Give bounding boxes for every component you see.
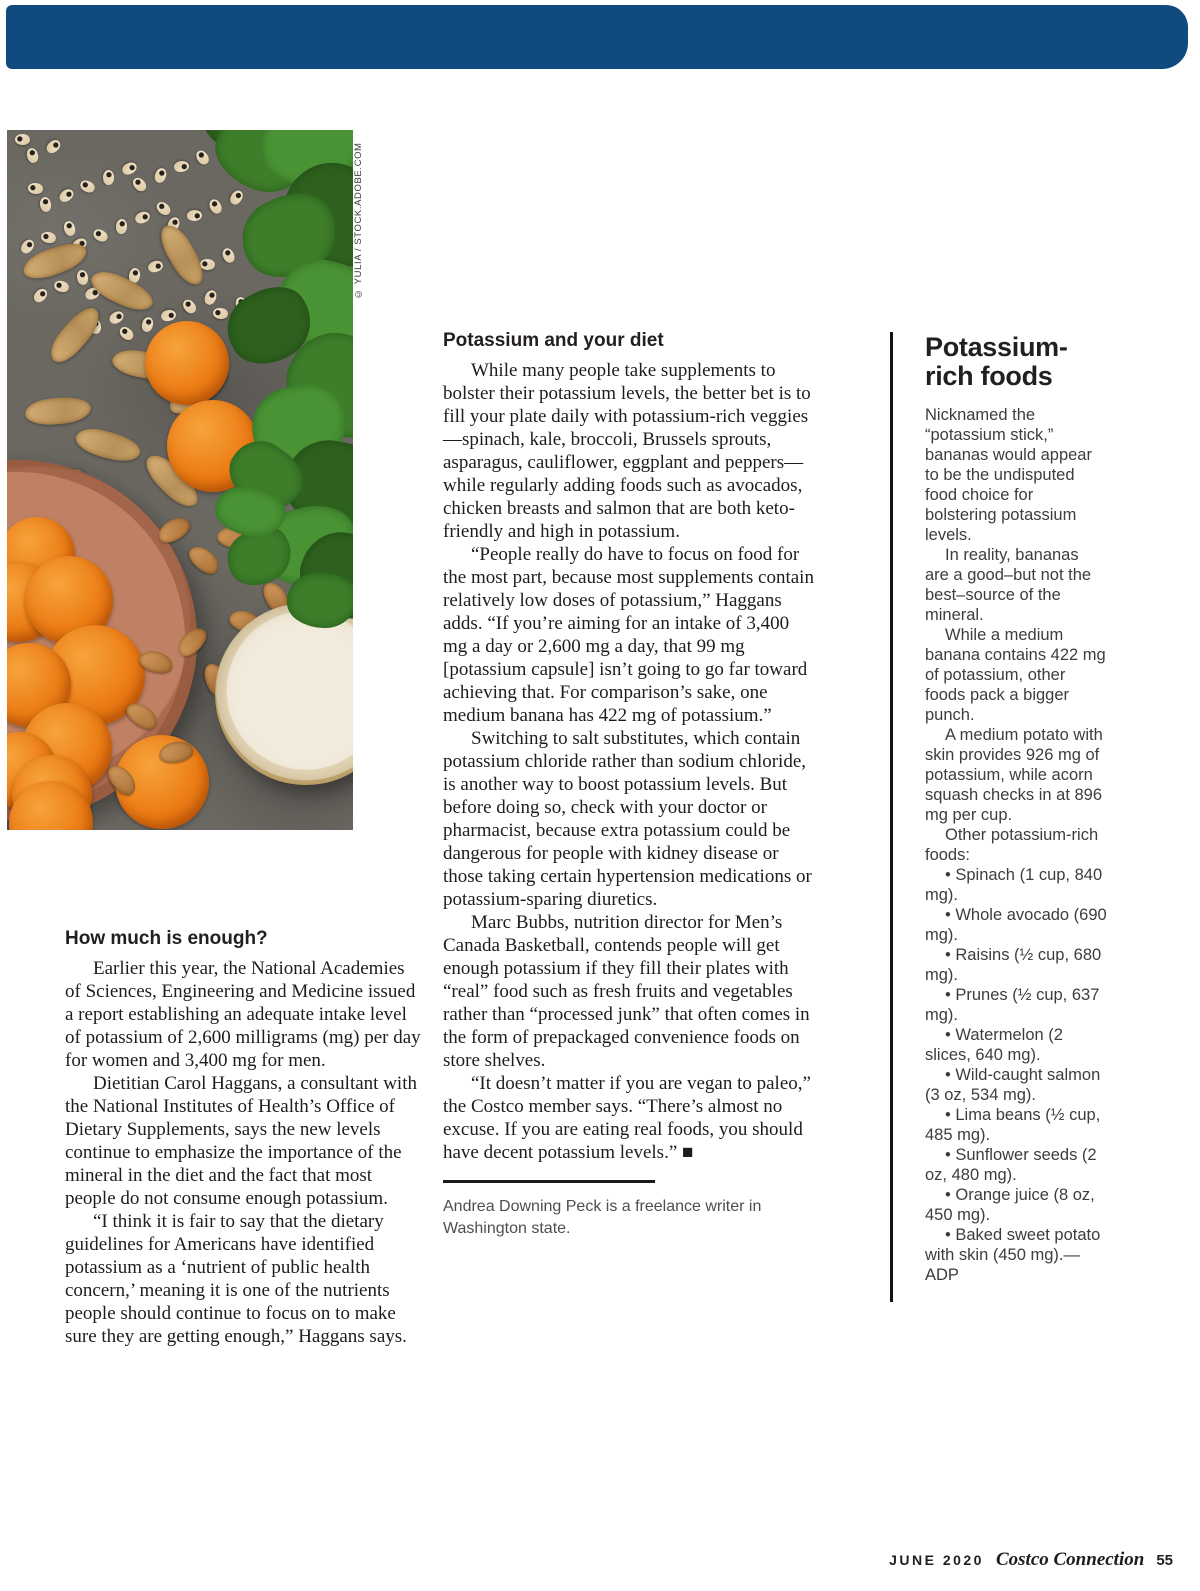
black-eyed-pea xyxy=(78,178,96,194)
black-eyed-pea xyxy=(76,269,90,286)
black-eyed-pea xyxy=(57,187,76,205)
paragraph: Switching to salt substitutes, which contain potassium chloride rather than sodium chloride, is another way to boost potassium levels. But before doing so, check with your doctor or pharmacist, because extra potassium could be dangerous for people with kidney disease or those taking certain hypertension medications or potassium-sparing diuretics. xyxy=(443,728,812,910)
black-eyed-pea xyxy=(103,170,115,185)
parsley-leaf xyxy=(287,573,353,628)
section-heading: Potassium and your diet xyxy=(443,330,664,351)
black-eyed-pea xyxy=(15,134,30,145)
black-eyed-pea xyxy=(187,209,203,221)
page-footer xyxy=(889,1549,1173,1571)
black-eyed-pea xyxy=(140,316,154,333)
black-eyed-pea xyxy=(107,309,126,327)
paragraph: “People really do have to focus on food for the most part, because most supplements contain relatively low doses of potassium,” Haggans adds. “If you’re aiming for an intake of 3,400 mg a day or 2,600 mg a day, that 99 mg [potassium capsule] isn’t going to go far toward achieving that. For comparison’s sake, one medium banana has 422 mg of potassium.” xyxy=(443,544,814,726)
black-eyed-pea xyxy=(194,148,212,167)
sidebar-paragraph: While a medium banana contains 422 mg of potassium, other foods pack a bigger punch. xyxy=(925,626,1106,724)
photo-credit: © YULIA / STOCK.ADOBE.COM xyxy=(353,142,364,299)
sidebar-heading: Potassium-rich foods xyxy=(925,332,1068,391)
footer-issue-date: JUNE 2020 xyxy=(889,1552,984,1568)
black-eyed-pea xyxy=(120,160,138,177)
peanut-shell xyxy=(44,301,106,368)
black-eyed-pea xyxy=(39,196,53,213)
black-eyed-pea xyxy=(160,308,177,322)
paragraph: Earlier this year, the National Academies of Sciences, Engineering and Medicine issued a report establishing an adequate intake level of potassium of 2,600 milligrams (mg) per day for women and 3,400 mg for men. xyxy=(65,958,421,1071)
food-list-item: • Whole avocado (690 mg). xyxy=(925,906,1107,944)
dried-apricot xyxy=(145,321,229,405)
black-eyed-pea xyxy=(173,160,190,173)
food-list-item: • Wild-caught salmon (3 oz, 534 mg). xyxy=(925,1066,1101,1104)
black-eyed-pea xyxy=(203,288,219,306)
almond xyxy=(185,541,224,578)
paragraph: While many people take supplements to bolster their potassium levels, the better bet is to fill your plate daily with potassium-rich veggies—spinach, kale, broccoli, Brussels sprouts, asparagus, cauliflower, eggplant and peppers—while regularly adding foods such as avocados, chicken breasts and salmon that are both keto-friendly and high in potassium. xyxy=(443,360,811,542)
black-eyed-pea xyxy=(91,227,109,244)
black-eyed-pea xyxy=(228,188,245,207)
peanut-shell xyxy=(24,395,92,427)
black-eyed-pea xyxy=(25,147,40,164)
sidebar-food-list xyxy=(925,865,1107,1285)
black-eyed-pea xyxy=(200,259,215,270)
section-potassium-and-your-diet xyxy=(443,330,815,1240)
black-eyed-pea xyxy=(40,231,57,244)
black-eyed-pea xyxy=(130,175,148,193)
black-eyed-pea xyxy=(133,209,151,225)
food-list-item: • Baked sweet potato with skin (450 mg).—ADP xyxy=(925,1226,1101,1284)
peanut-shell xyxy=(154,220,210,290)
paragraph: Dietitian Carol Haggans, a consultant with the National Institutes of Health’s Office of Dietary Supplements, says the new levels continue to emphasize the importance of the mineral in the diet and the fact that most people do not consume enough potassium. xyxy=(65,1073,417,1209)
sidebar-paragraph: Nicknamed the “potassium stick,” bananas would appear to be the undisputed food choice for bolstering potassium levels. xyxy=(925,406,1092,544)
food-list-item: • Prunes (½ cup, 637 mg). xyxy=(925,986,1100,1024)
section-paragraphs xyxy=(443,359,815,1164)
section-how-much-is-enough xyxy=(65,928,425,1348)
header-bar xyxy=(6,5,1188,69)
black-eyed-pea xyxy=(154,200,173,218)
food-list-item: • Orange juice (8 oz, 450 mg). xyxy=(925,1186,1095,1224)
food-list-item: • Sunflower seeds (2 oz, 480 mg). xyxy=(925,1146,1097,1184)
black-eyed-pea xyxy=(62,220,77,238)
paragraph: “I think it is fair to say that the dietary guidelines for Americans have identified potassium as a ‘nutrient of public health concern,’ meaning it is one of the nutrients people should continue to focus on to make sure they are getting enough,” Haggans says. xyxy=(65,1211,407,1347)
black-eyed-pea xyxy=(212,307,228,320)
section-heading: How much is enough? xyxy=(65,928,268,949)
black-eyed-pea xyxy=(116,219,128,235)
footer-page-number: 55 xyxy=(1156,1552,1173,1569)
peanut-shell xyxy=(73,424,143,466)
black-eyed-pea xyxy=(153,167,168,185)
paragraph: Marc Bubbs, nutrition director for Men’s Canada Basketball, contends people will get enough potassium if they fill their plates with “real” food such as fresh fruits and vegetables rather than “processed junk” that often comes in the form of prepackaged convenience foods on store shelves. xyxy=(443,912,810,1071)
food-list-item: • Lima beans (½ cup, 485 mg). xyxy=(925,1106,1101,1144)
black-eyed-pea xyxy=(53,279,70,294)
food-list-item: • Spinach (1 cup, 840 mg). xyxy=(925,866,1103,904)
author-byline: Andrea Downing Peck is a freelance writer in Washington state. xyxy=(443,1198,762,1237)
bowl-of-flour xyxy=(215,603,353,785)
black-eyed-pea xyxy=(19,237,37,256)
black-eyed-pea xyxy=(147,259,165,274)
sidebar-paragraph: A medium potato with skin provides 926 mg of potassium, while acorn squash checks in at 896 mg per cup. xyxy=(925,726,1103,824)
food-list-item: • Watermelon (2 slices, 640 mg). xyxy=(925,1026,1063,1064)
black-eyed-pea xyxy=(180,297,198,316)
sidebar-vertical-rule xyxy=(890,332,893,1302)
black-eyed-pea xyxy=(28,182,44,194)
sidebar-paragraph: In reality, bananas are a good–but not the best–source of the mineral. xyxy=(925,546,1092,624)
sidebar-paragraphs xyxy=(925,405,1107,865)
food-photo xyxy=(7,130,353,830)
food-list-item: • Raisins (½ cup, 680 mg). xyxy=(925,946,1102,984)
sidebar-potassium-rich-foods xyxy=(925,333,1107,1285)
black-eyed-pea xyxy=(44,137,62,155)
peanut-shell xyxy=(87,265,158,316)
black-eyed-pea xyxy=(117,324,136,342)
section-paragraphs xyxy=(65,957,425,1348)
footer-magazine-title: Costco Connection xyxy=(995,1549,1145,1570)
black-eyed-pea xyxy=(220,246,236,264)
paragraph: “It doesn’t matter if you are vegan to paleo,” the Costco member says. “There’s almost no excuse. If you are eating real foods, you should have decent potassium levels.” ■ xyxy=(443,1073,811,1163)
black-eyed-pea xyxy=(207,197,224,216)
sidebar-paragraph: Other potassium-rich foods: xyxy=(925,826,1099,864)
byline-divider xyxy=(443,1180,655,1183)
black-eyed-pea xyxy=(31,286,49,305)
